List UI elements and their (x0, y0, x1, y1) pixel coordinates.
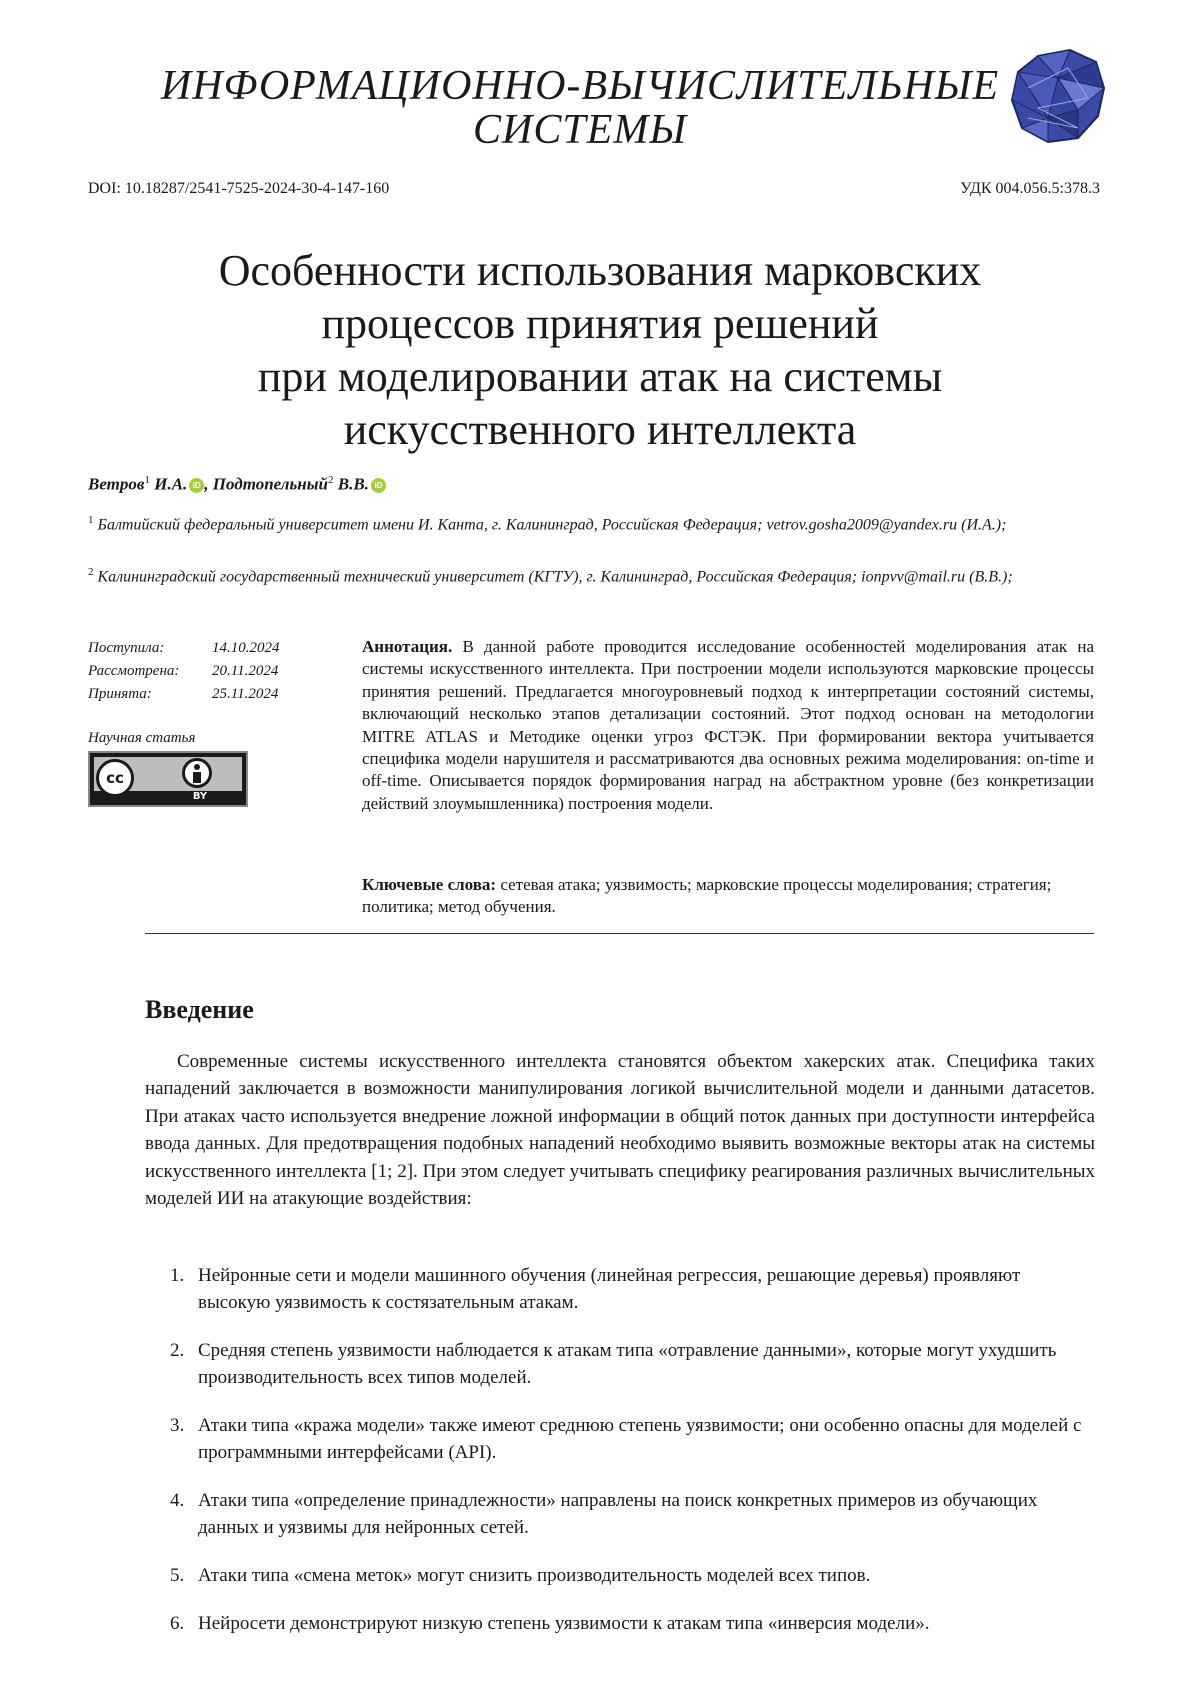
attribution-person-icon (182, 758, 212, 788)
journal-logo-icon (1008, 48, 1108, 144)
keywords (362, 874, 1094, 918)
article-dates (88, 637, 280, 706)
journal-title-line2: СИСТЕМЫ (473, 107, 687, 153)
section-heading-introduction: Введение (145, 995, 254, 1024)
author2-initials: В.В. (337, 474, 369, 494)
date-value: 20.11.2024 (212, 663, 279, 679)
list-item (160, 1337, 1095, 1391)
section-divider (145, 933, 1094, 934)
keywords-text: сетевая атака; уязвимость; марковские процессы моделирования; стратегия; политика; метод обучения. (362, 875, 1052, 916)
article-type: Научная статья (88, 730, 196, 746)
date-label: Принята: (88, 686, 152, 702)
journal-title-line1: ИНФОРМАЦИОННО-ВЫЧИСЛИТЕЛЬНЫЕ (160, 63, 1000, 109)
affiliation-2 (88, 560, 1108, 589)
list-item-text: Атаки типа «определение принадлежности» направлены на поиск конкретных примеров из обучающих данных и уязвимы для нейронных сетей. (198, 1490, 1038, 1538)
date-value: 14.10.2024 (212, 640, 280, 656)
paper-title-line2: процессов принятия решений (321, 299, 879, 348)
date-label: Поступила: (88, 640, 165, 656)
abstract-label: Аннотация. (362, 637, 453, 656)
doi: DOI: 10.18287/2541-7525-2024-30-4-147-160 (88, 180, 390, 197)
orcid-icon[interactable]: iD (371, 478, 386, 493)
list-item-number: 1. (170, 1265, 185, 1286)
list-item-number: 5. (170, 1565, 185, 1586)
list-item (160, 1487, 1095, 1541)
list-item (160, 1262, 1095, 1316)
keywords-label: Ключевые слова: (362, 875, 497, 894)
abstract-text: В данной работе проводится исследование особенностей моделирования атак на системы искусственного интеллекта. При построении модели используются марковские процессы принятия решений. Предлагается многоуровневый подход к интерпретации состояний системы, включающий несколько этапов детализации состояний. Этот подход основан на методологии MITRE ATLAS и Методике оценки угроз ФСТЭК. При формировании вектора учитывается специфика модели нарушителя и рассматриваются два основных режима моделирования: on-time и off-time. Описывается порядок формирования наград на абстрактном уровне (без конкретизации действий злоумышленника) построения модели. (362, 637, 1095, 813)
cc-by-license-badge[interactable] (88, 751, 248, 807)
list-item (160, 1412, 1095, 1466)
list-item-number: 2. (170, 1340, 185, 1361)
author-separator: , (204, 474, 209, 494)
affiliation-1-sup: 1 (88, 514, 94, 526)
date-row-reviewed (88, 660, 280, 683)
list-item-number: 3. (170, 1415, 185, 1436)
paper-title-line1: Особенности использования марковских (218, 246, 982, 295)
by-label: BY (192, 791, 208, 802)
paper-title-line4: искусственного интеллекта (343, 405, 857, 454)
author1-name: Ветров (88, 474, 145, 494)
paper-title-line3: при моделировании атак на системы (257, 352, 943, 401)
affiliation-1-text: Балтийский федеральный университет имени И. Канта, г. Калининград, Российская Федерация; vetrov.gosha2009@yandex.ru (И.А.); (97, 516, 1007, 534)
udk: УДК 004.056.5:378.3 (960, 180, 1100, 197)
list-item-number: 6. (170, 1613, 185, 1634)
orcid-icon[interactable]: iD (189, 478, 204, 493)
author2-sup: 2 (328, 474, 334, 486)
vulnerability-list (160, 1262, 1095, 1658)
date-label: Рассмотрена: (88, 663, 180, 679)
date-value: 25.11.2024 (212, 686, 279, 702)
authors (88, 474, 386, 495)
intro-paragraph: Современные системы искусственного интеллекта становятся объектом хакерских атак. Специфика таких нападений заключается в возможности манипулирования логикой вычислительной модели и данными датасетов. При атаках часто используется внедрение ложной информации в общий поток данных при доступности интерфейса ввода данных. Для предотвращения подобных нападений необходимо выявить возможные векторы атак на системы искусственного интеллекта [1; 2]. При этом следует учитывать специфику реагирования различных вычислительных моделей ИИ на атакующие воздействия: (145, 1051, 1095, 1210)
paper-title (100, 244, 1100, 456)
author1-initials: И.А. (154, 474, 188, 494)
list-item-text: Атаки типа «кража модели» также имеют среднюю степень уязвимости; они особенно опасны для моделей с программными интерфейсами (API). (198, 1415, 1082, 1463)
affiliation-2-text: Калининградский государственный технический университет (КГТУ), г. Калининград, Российская Федерация; ionpvv@mail.ru (В.В.); (97, 568, 1013, 586)
journal-title (150, 64, 1010, 152)
list-item (160, 1562, 1095, 1589)
list-item-text: Средняя степень уязвимости наблюдается к атакам типа «отравление данными», которые могут ухудшить производительность всех типов моделей. (198, 1340, 1057, 1388)
list-item-text: Атаки типа «смена меток» могут снизить производительность моделей всех типов. (198, 1565, 871, 1586)
author1-sup: 1 (144, 474, 150, 486)
list-item-text: Нейронные сети и модели машинного обучения (линейная регрессия, решающие деревья) проявляют высокую уязвимость к состязательным атакам. (198, 1265, 1021, 1313)
list-item-number: 4. (170, 1490, 185, 1511)
affiliation-1 (88, 508, 1108, 537)
affiliation-2-sup: 2 (88, 566, 94, 578)
list-item (160, 1610, 1095, 1637)
date-row-accepted (88, 683, 280, 706)
abstract (362, 636, 1094, 815)
date-row-received (88, 637, 280, 660)
cc-icon: cc (96, 759, 134, 797)
list-item-text: Нейросети демонстрируют низкую степень уязвимости к атакам типа «инверсия модели». (198, 1613, 930, 1634)
author2-name: Подтопельный (212, 474, 328, 494)
